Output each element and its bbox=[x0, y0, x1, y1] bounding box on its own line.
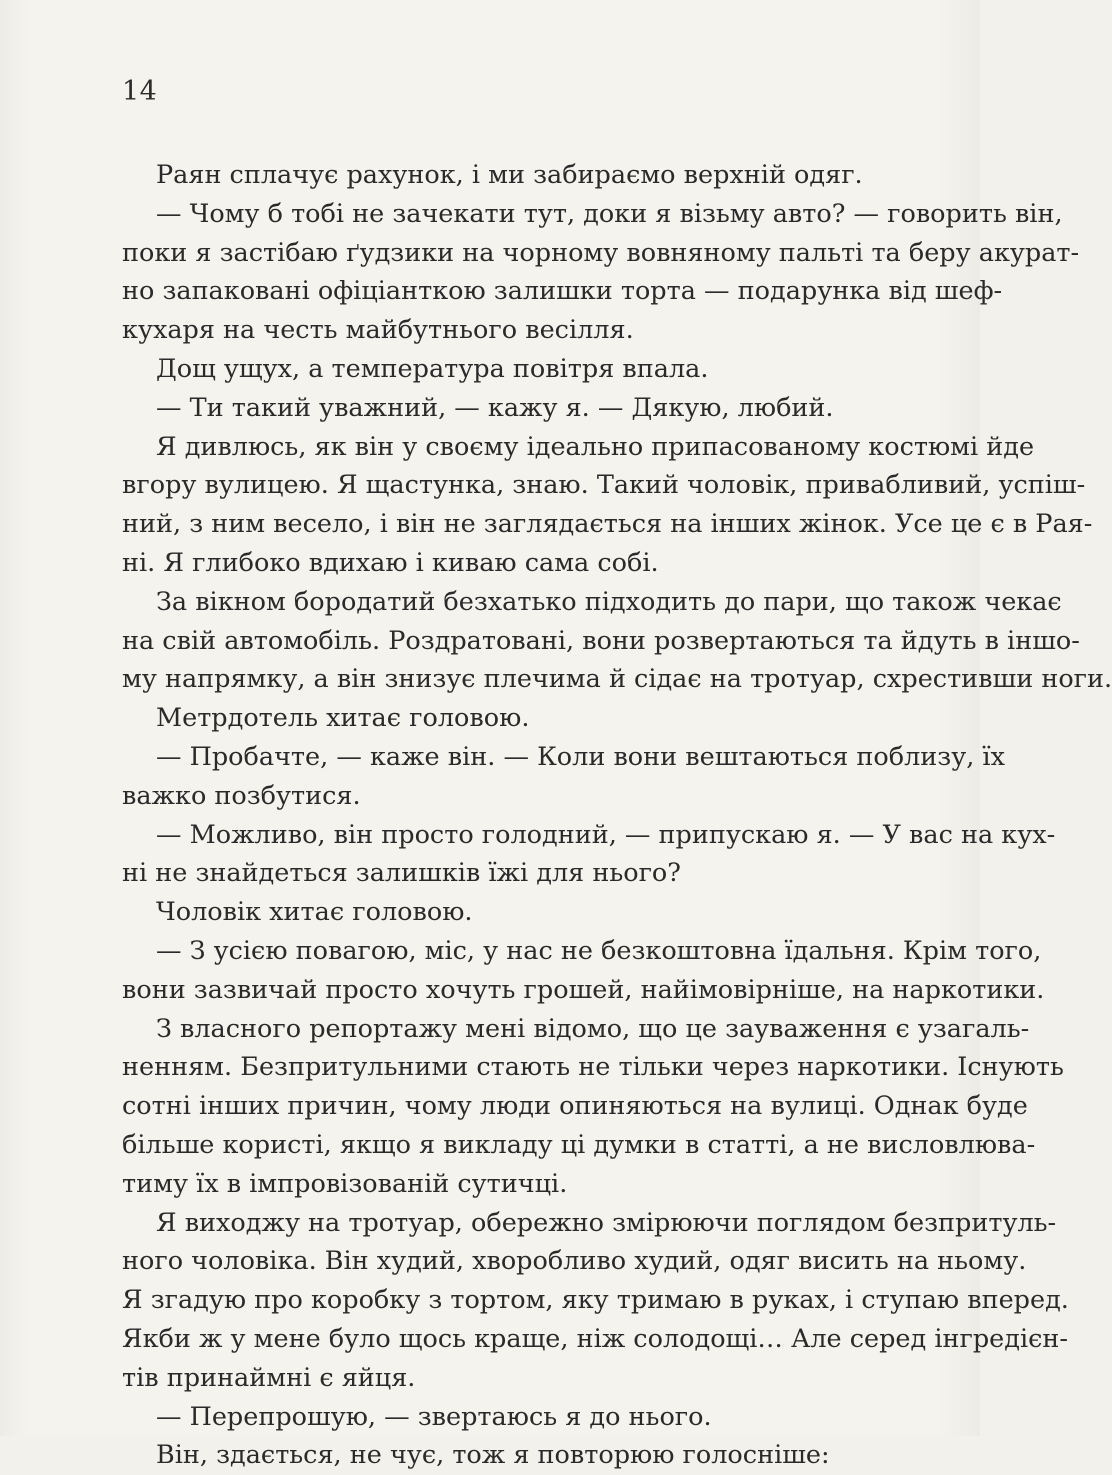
text-line: ні. Я глибоко вдихаю і киваю сама собі. bbox=[122, 547, 659, 578]
text-line: му напрямку, а він знизує плечима й сідає на тротуар, схрестивши ноги. bbox=[122, 664, 1112, 695]
text-line: За вікном бородатий безхатько підходить до пари, що також чекає bbox=[156, 586, 1062, 617]
text-line: ненням. Безпритульними стають не тільки через наркотики. Існують bbox=[122, 1052, 1064, 1083]
text-line: Раян сплачує рахунок, і ми забираємо верхній одяг. bbox=[156, 160, 863, 190]
text-line: но запаковані офіціанткою залишки торта — подарунка від шеф- bbox=[122, 276, 1003, 307]
text-line: вони зазвичай просто хочуть грошей, найімовірніше, на наркотики. bbox=[122, 974, 1045, 1005]
text-line: — Перепрошую, — звертаюсь я до нього. bbox=[156, 1401, 712, 1432]
text-line: ного чоловіка. Він худий, хворобливо худий, одяг висить на ньому. bbox=[122, 1246, 1027, 1277]
text-line: Він, здається, не чує, тож я повторюю голосніше: bbox=[156, 1440, 830, 1471]
text-line: поки я застібаю ґудзики на чорному вовняному пальті та беру акурат- bbox=[122, 237, 1080, 268]
text-line: — Чому б тобі не зачекати тут, доки я візьму авто? — говорить він, bbox=[156, 198, 1063, 229]
body-text bbox=[122, 156, 1112, 1475]
text-line: Я виходжу на тротуар, обережно змірюючи поглядом безпритуль- bbox=[156, 1207, 1057, 1238]
text-line: сотні інших причин, чому люди опиняються на вулиці. Однак буде bbox=[122, 1091, 1028, 1122]
page-number: 14 bbox=[122, 76, 158, 107]
text-line: З власного репортажу мені відомо, що це зауваження є узагаль- bbox=[156, 1013, 1030, 1044]
text-line: кухаря на честь майбутнього весілля. bbox=[122, 315, 634, 346]
text-line: Метрдотель хитає головою. bbox=[156, 703, 530, 734]
text-line: ний, з ним весело, і він не заглядається на інших жінок. Усе це є в Рая- bbox=[122, 509, 1093, 540]
text-line: вгору вулицею. Я щастунка, знаю. Такий чоловік, привабливий, успіш- bbox=[122, 470, 1086, 501]
text-line: — Ти такий уважний, — кажу я. — Дякую, любий. bbox=[156, 392, 834, 423]
text-line: Я дивлюсь, як він у своєму ідеально припасованому костюмі йде bbox=[156, 431, 1035, 462]
text-line: — Можливо, він просто голодний, — припускаю я. — У вас на кух- bbox=[156, 819, 1056, 850]
text-line: — Пробачте, — каже він. — Коли вони вештаються поблизу, їх bbox=[156, 741, 1005, 772]
text-line: ні не знайдеться залишків їжі для нього? bbox=[122, 858, 681, 889]
text-line: — З усією повагою, міс, у нас не безкоштовна їдальня. Крім того, bbox=[156, 935, 1042, 966]
text-line: більше користі, якщо я викладу ці думки в статті, а не висловлюва- bbox=[122, 1129, 1036, 1160]
text-line: Дощ ущух, а температура повітря впала. bbox=[156, 353, 709, 384]
text-line: тів принаймні є яйця. bbox=[122, 1362, 416, 1393]
text-line: тиму їх в імпровізованій сутичці. bbox=[122, 1168, 568, 1199]
text-line: на свій автомобіль. Роздратовані, вони розвертаються та йдуть в іншо- bbox=[122, 625, 1080, 656]
text-line: важко позбутися. bbox=[122, 780, 361, 811]
text-line: Я згадую про коробку з тортом, яку тримаю в руках, і ступаю вперед. bbox=[122, 1285, 1069, 1316]
text-line: Якби ж у мене було щось краще, ніж солодощі… Але серед інгредієн- bbox=[122, 1323, 1068, 1354]
text-line: Чоловік хитає головою. bbox=[156, 897, 473, 928]
